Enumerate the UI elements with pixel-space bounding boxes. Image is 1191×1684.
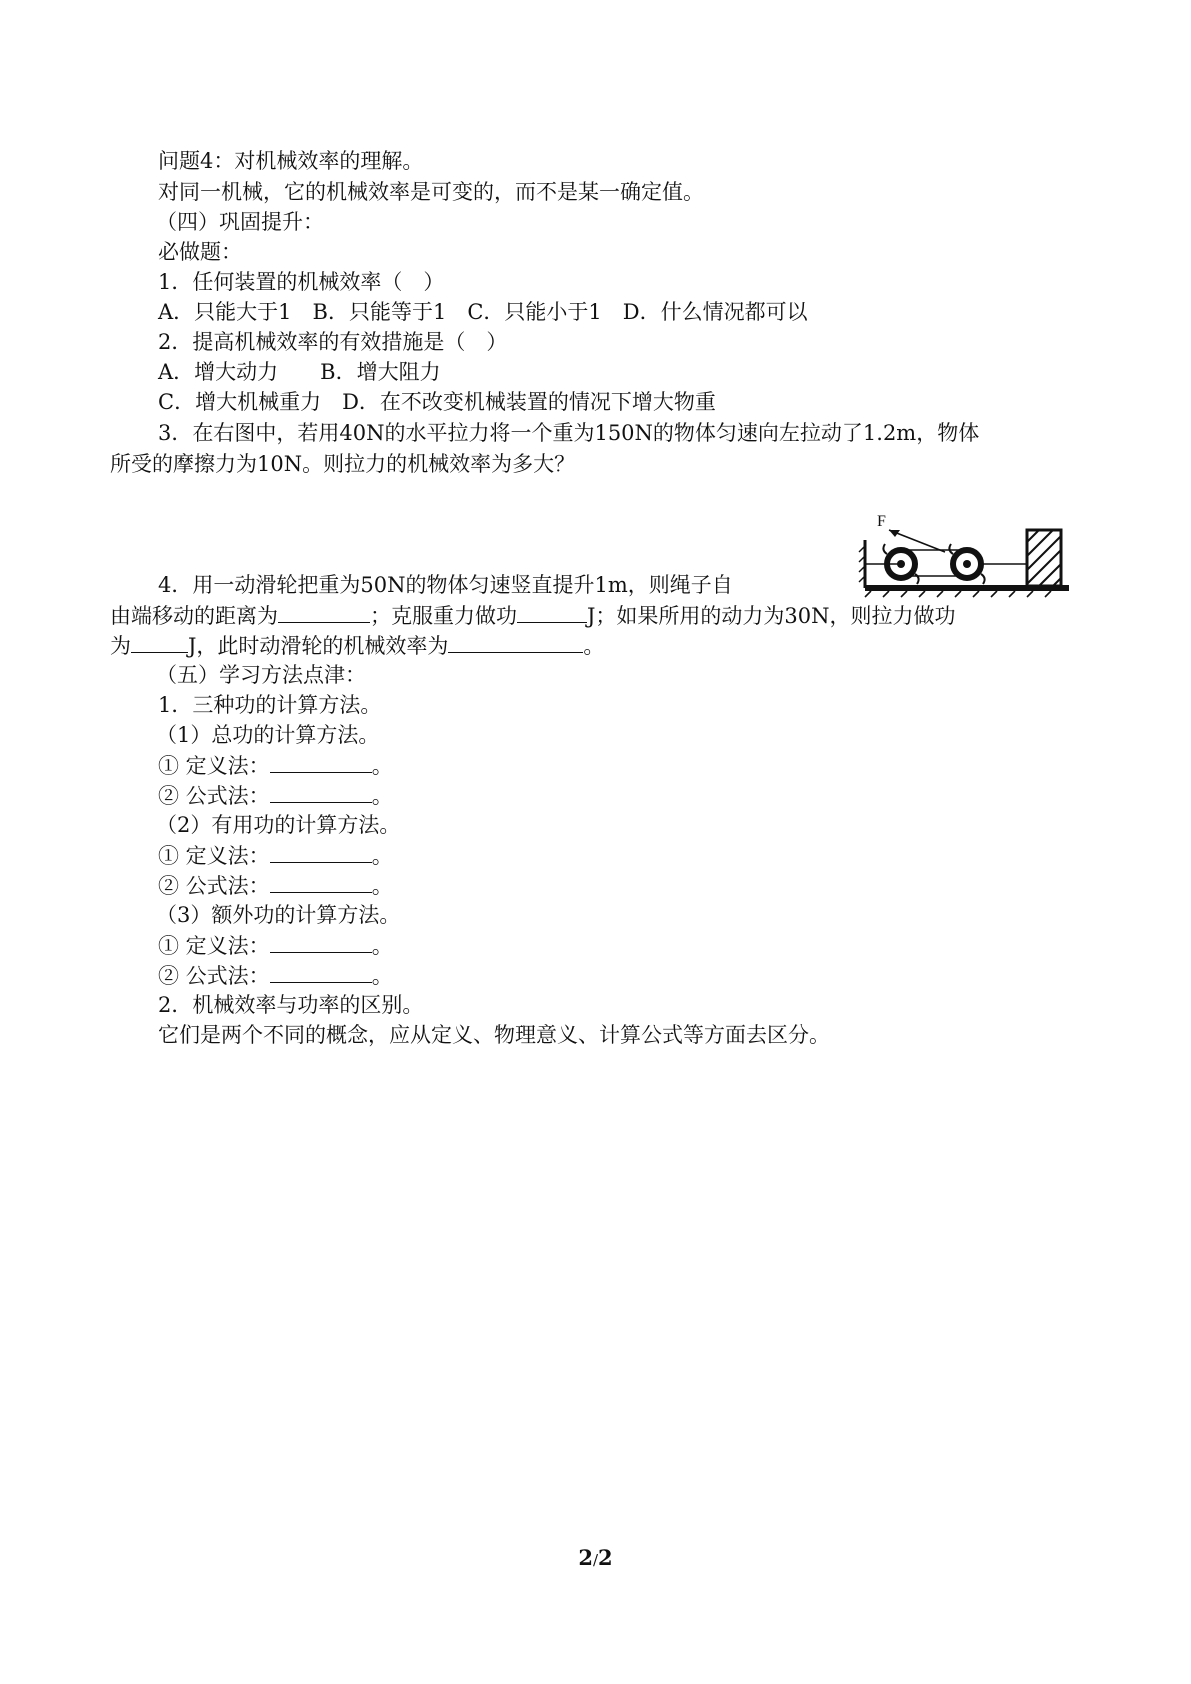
- ground-hatch: [865, 591, 1051, 597]
- period: 。: [371, 964, 393, 988]
- problem-4-line-3: [110, 630, 604, 661]
- page-separator: /: [592, 1551, 599, 1569]
- section-4-title: （四）巩固提升：: [156, 210, 324, 234]
- section-5-title: （五）学习方法点津：: [156, 663, 366, 687]
- answer-blank-gravity-work[interactable]: [517, 600, 587, 623]
- problem-3-line-2: 所受的摩擦力为10N。则拉力的机械效率为多大？: [110, 452, 576, 476]
- answer-blank-extra-definition[interactable]: [270, 930, 372, 953]
- pulley-figure: [855, 512, 1077, 598]
- period: 。: [371, 754, 393, 778]
- answer-blank-useful-formula[interactable]: [270, 870, 372, 893]
- total-pages: 2: [598, 1545, 613, 1570]
- formula-label: ② 公式法：: [158, 784, 270, 808]
- problem-4-line-1: 4．用一动滑轮把重为50N的物体匀速竖直提升1m，则绳子自: [158, 573, 733, 597]
- method-1-total-title: （1）总功的计算方法。: [156, 723, 380, 747]
- current-page: 2: [578, 1545, 593, 1570]
- period: 。: [371, 844, 393, 868]
- p4-text-gravity-work: ；克服重力做功: [370, 604, 517, 628]
- question-4-title: 问题4：对机械效率的理解。: [158, 149, 424, 173]
- useful-definition-line: [158, 840, 393, 871]
- p4-text-wei: 为: [110, 634, 131, 658]
- extra-formula-line: [158, 960, 393, 991]
- answer-blank-total-definition[interactable]: [270, 750, 372, 773]
- question-4-body: 对同一机械，它的机械效率是可变的，而不是某一确定值。: [158, 180, 704, 204]
- answer-blank-distance[interactable]: [278, 600, 370, 623]
- must-do-label: 必做题：: [158, 240, 242, 264]
- period: 。: [371, 874, 393, 898]
- method-2-body: 它们是两个不同的概念，应从定义、物理意义、计算公式等方面去区分。: [158, 1023, 830, 1047]
- period: 。: [371, 934, 393, 958]
- force-label: F: [877, 513, 886, 530]
- formula-label: ② 公式法：: [158, 964, 270, 988]
- problem-1-options: A．只能大于1 B．只能等于1 C．只能小于1 D．什么情况都可以: [158, 300, 808, 324]
- definition-label: ① 定义法：: [158, 934, 270, 958]
- problem-1-stem: 1．任何装置的机械效率（ ）: [158, 270, 445, 294]
- answer-blank-useful-definition[interactable]: [270, 840, 372, 863]
- page-number: [0, 1545, 1191, 1570]
- method-1-useful-title: （2）有用功的计算方法。: [156, 813, 401, 837]
- total-formula-line: [158, 780, 393, 811]
- problem-2-options-cd: C．增大机械重力 D．在不改变机械装置的情况下增大物重: [158, 390, 716, 414]
- method-1-extra-title: （3）额外功的计算方法。: [156, 903, 401, 927]
- p4-text-force: J；如果所用的动力为30N，则拉力做功: [587, 604, 956, 628]
- method-1-title: 1．三种功的计算方法。: [158, 693, 382, 717]
- answer-blank-extra-formula[interactable]: [270, 960, 372, 983]
- extra-definition-line: [158, 930, 393, 961]
- useful-formula-line: [158, 870, 393, 901]
- problem-3-line-1: 3．在右图中，若用40N的水平拉力将一个重为150N的物体匀速向左拉动了1.2m，物体: [158, 421, 980, 445]
- problem-4-line-2: [110, 600, 956, 631]
- p4-text-end: 。: [583, 634, 605, 658]
- answer-blank-total-formula[interactable]: [270, 780, 372, 803]
- p4-text-efficiency: J，此时动滑轮的机械效率为: [188, 634, 449, 658]
- p4-text-distance: 由端移动的距离为: [110, 604, 278, 628]
- total-definition-line: [158, 750, 393, 781]
- method-2-title: 2．机械效率与功率的区别。: [158, 993, 424, 1017]
- definition-label: ① 定义法：: [158, 754, 270, 778]
- formula-label: ② 公式法：: [158, 874, 270, 898]
- definition-label: ① 定义法：: [158, 844, 270, 868]
- answer-blank-pull-work[interactable]: [131, 630, 188, 653]
- answer-blank-efficiency[interactable]: [448, 630, 583, 653]
- period: 。: [371, 784, 393, 808]
- problem-2-options-ab: A．增大动力 B．增大阻力: [158, 360, 441, 384]
- problem-2-stem: 2．提高机械效率的有效措施是（ ）: [158, 330, 508, 354]
